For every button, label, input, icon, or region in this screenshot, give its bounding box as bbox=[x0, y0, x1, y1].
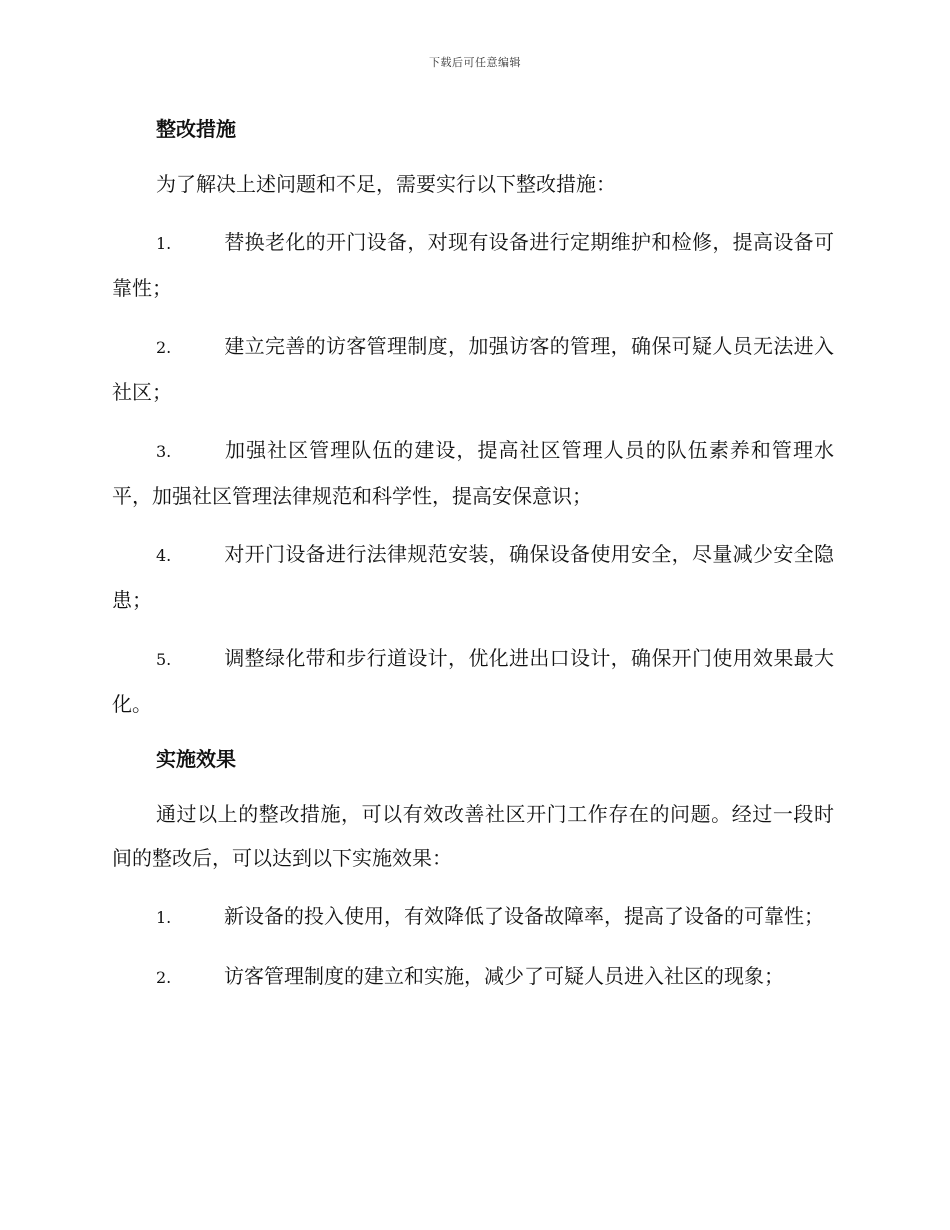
list-item bbox=[112, 954, 834, 1000]
list-item-text: 对开门设备进行法律规范安装，确保设备使用安全，尽量减少安全隐患； bbox=[112, 542, 834, 612]
list-item-text: 建立完善的访客管理制度，加强访客的管理，确保可疑人员无法进入社区； bbox=[112, 334, 834, 404]
list-item bbox=[112, 220, 834, 310]
list-item bbox=[112, 636, 834, 726]
list-item-number: 5. bbox=[156, 650, 172, 669]
page-header: 下载后可任意编辑 bbox=[429, 56, 521, 69]
list-item bbox=[112, 324, 834, 414]
list-item-text: 新设备的投入使用，有效降低了设备故障率，提高了设备的可靠性； bbox=[224, 904, 824, 928]
section-heading-measures: 整改措施 bbox=[156, 117, 236, 141]
list-item-number: 3. bbox=[156, 442, 172, 461]
section-intro-measures: 为了解决上述问题和不足，需要实行以下整改措施： bbox=[156, 172, 616, 196]
list-item-number: 2. bbox=[156, 338, 172, 357]
list-item-number: 4. bbox=[156, 546, 172, 565]
list-item-text: 访客管理制度的建立和实施，减少了可疑人员进入社区的现象； bbox=[224, 964, 784, 988]
list-item-text: 替换老化的开门设备，对现有设备进行定期维护和检修，提高设备可靠性； bbox=[112, 230, 834, 300]
list-item bbox=[112, 428, 834, 518]
section-intro-effects: 通过以上的整改措施，可以有效改善社区开门工作存在的问题。经过一段时间的整改后，可以达到以下实施效果： bbox=[112, 802, 834, 870]
list-item-text: 加强社区管理队伍的建设，提高社区管理人员的队伍素养和管理水平，加强社区管理法律规范和科学性，提高安保意识； bbox=[112, 438, 834, 508]
list-item-number: 1. bbox=[156, 234, 172, 253]
list-item-number: 2. bbox=[156, 968, 172, 987]
document-body bbox=[112, 110, 834, 1014]
list-item bbox=[112, 894, 834, 940]
section-heading-effects: 实施效果 bbox=[156, 747, 236, 771]
list-item-number: 1. bbox=[156, 908, 172, 927]
list-item bbox=[112, 532, 834, 622]
list-item-text: 调整绿化带和步行道设计，优化进出口设计，确保开门使用效果最大化。 bbox=[112, 646, 834, 716]
